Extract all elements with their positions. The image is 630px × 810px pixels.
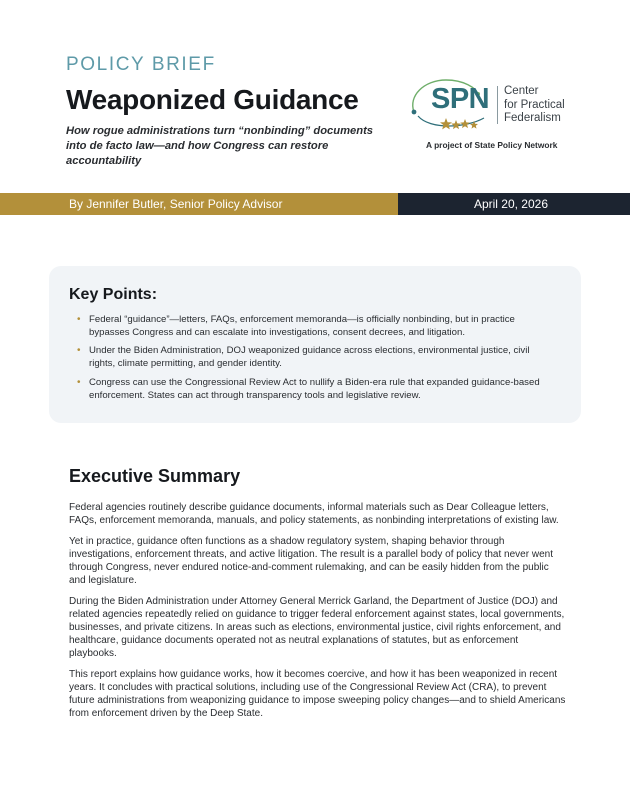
logo-divider [497,86,498,124]
bullet-icon: • [77,314,81,325]
key-point-text: Federal “guidance”—letters, FAQs, enforcement memoranda—is officially nonbinding, but in practice bypasses Congress and can escalate into investigations, consent decrees, and litigation. [89,314,515,338]
publication-date: April 20, 2026 [473,197,548,211]
summary-paragraph: Yet in practice, guidance often functions as a shadow regulatory system, shaping behavior through investigations, enforcement threats, and active litigation. The result is a parallel body of policy that never went through Congress, never endured notice-and-comment rulemaking, and can be easily hidden from the public and legislature. [69,536,553,586]
executive-summary-body [69,501,567,728]
bullet-icon: • [77,376,81,388]
logo-line: for Practical [504,98,565,111]
key-point-text: Under the Biden Administration, DOJ weaponized guidance across elections, environmental justice, civil rights, climate permitting, and gender identity. [89,345,530,370]
key-point-item [77,314,557,339]
logo-line: Federalism [504,112,561,124]
key-point-item [77,345,557,370]
summary-paragraph: During the Biden Administration under Attorney General Merrick Garland, the Department of Justice (DOJ) and related agencies repeatedly relied on guidance to trigger federal enforcement against states, local governments, businesses, and private citizens. In areas such as elections, environmental justice, civil rights enforcement, and healthcare, guidance documents operated not as neutral explanations of statutes, but as enforcement playbooks. [69,596,565,659]
spn-abbreviation: SPN [431,83,490,115]
document-title: Weaponized Guidance [66,84,359,115]
key-points-box [49,266,581,423]
executive-summary-heading: Executive Summary [69,466,241,486]
document-type-label: POLICY BRIEF [66,54,216,75]
author-byline: By Jennifer Butler, Senior Policy Advisor [69,197,283,211]
bullet-icon: • [77,345,81,357]
key-points-heading: Key Points: [69,286,158,303]
summary-paragraph: Federal agencies routinely describe guidance documents, informal materials such as Dear Colleague letters, FAQs, enforcement memoranda, manuals, and policy statements, as nonbinding interpretations of existing law. [69,502,559,526]
key-points-list [77,314,557,408]
key-point-item [77,377,557,402]
date-band [398,193,630,215]
project-tagline: A project of State Policy Network [426,140,558,150]
key-point-text: Congress can use the Congressional Review Act to nullify a Biden-era rule that expanded guidance-based enforcement. States can act through transparency tools and legislative review. [89,376,540,401]
logo-line: Center [504,85,539,97]
spn-logo [406,74,586,164]
summary-paragraph: This report explains how guidance works, how it becomes coercive, and how it has been weaponized in recent years. It concludes with practical solutions, including use of the Congressional Review Act (CRA), to prevent future administrations from weaponizing guidance to impose sweeping policy changes—and to shield Americans from enforcement driven by the Deep State. [69,669,566,719]
document-subtitle: How rogue administrations turn “nonbinding” documents into de facto law—and how Congress can restore accountability [66,125,374,167]
logo-center-name [504,85,594,126]
author-band [0,193,398,215]
